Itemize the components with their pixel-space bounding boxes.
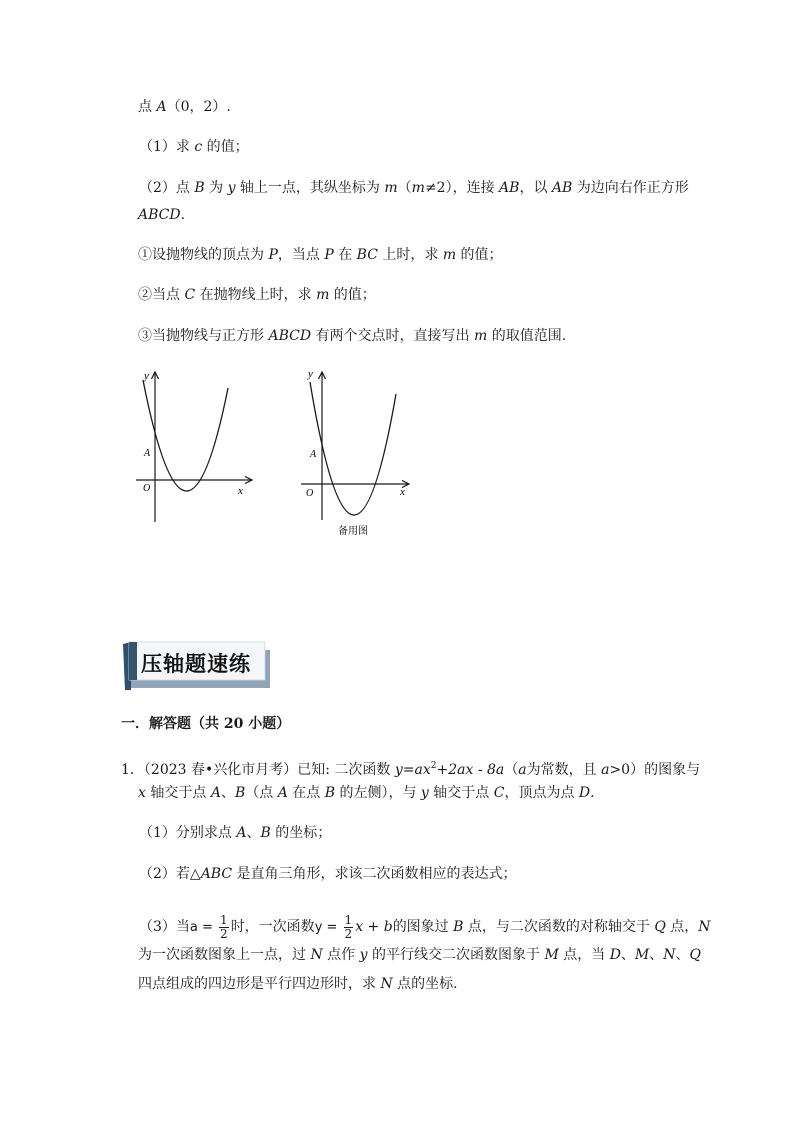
- sub-question-3: ③当抛物线与正方形 ABCD 有两个交点时，直接写出 m 的取值范围.: [138, 328, 567, 344]
- banner-title: 压轴题速练: [141, 652, 251, 676]
- question-2-line-2: ABCD.: [138, 207, 186, 223]
- problem-1-line-1: 1．（2023 春•兴化市月考）已知: 二次函数 $y=ax^2+2ax - 8a(a$为常数，且 a>0）的图象与: [121, 761, 701, 778]
- y-axis-label: y: [308, 368, 313, 380]
- parabola-curve: [310, 382, 396, 515]
- problem-1-question-2: （2）若△ABC 是直角三角形，求该二次函数相应的表达式；: [139, 866, 517, 882]
- point-a-label: A: [144, 448, 151, 459]
- problem-1-question-3-line-1: （3）当a = $\frac{1}{2}$ 时，一次函数y = $\frac{1}{2}$ x + b的图象过 B 点，与二次函数的对称轴交于 Q 点，N: [139, 912, 711, 941]
- question-1: （1）求 c 的值；: [139, 139, 249, 155]
- fraction-one-half: $\frac{1}{2}$: [220, 912, 228, 941]
- x-axis-label: x: [238, 485, 243, 497]
- x-axis-label: x: [400, 486, 405, 498]
- figure-caption: 备用图: [338, 526, 368, 537]
- problem-1-question-1: （1）分别求点 A、B 的坐标；: [139, 825, 332, 841]
- problem-1-question-3-line-2: 为一次函数图象上一点，过 N 点作 y 的平行线交二次函数图象于 M 点，当 D、M、N、Q: [138, 947, 701, 963]
- problem-1-question-3-line-3: 四点组成的四边形是平行四边形时，求 N 点的坐标.: [138, 976, 458, 992]
- sub-question-2: ②当点 C 在抛物线上时，求 m 的值；: [138, 287, 376, 303]
- section-heading: 一．解答题（共 20 小题）: [121, 716, 291, 732]
- fraction-one-half: $\frac{1}{2}$: [344, 912, 353, 941]
- parabola-figure-2: [298, 360, 428, 545]
- origin-label: O: [143, 483, 151, 494]
- sub-question-1: ①设抛物线的顶点为 P，当点 P 在 BC 上时，求 m 的值；: [138, 247, 503, 263]
- question-2-line-1: （2）点 B 为 y 轴上一点，其纵坐标为 m（m≠2），连接 AB，以 AB 为边向右作正方形: [139, 180, 689, 196]
- problem-1-line-2: x 轴交于点 A、B（点 A 在点 B 的左侧），与 y 轴交于点 C，顶点为点 D.: [138, 785, 595, 801]
- point-a-label: A: [310, 449, 317, 460]
- point-a-statement: 点 A（0，2）.: [138, 99, 231, 115]
- parabola-figure-1: [130, 360, 260, 530]
- y-axis-label: y: [144, 370, 149, 382]
- parabola-curve: [143, 380, 228, 491]
- origin-label: O: [306, 488, 314, 499]
